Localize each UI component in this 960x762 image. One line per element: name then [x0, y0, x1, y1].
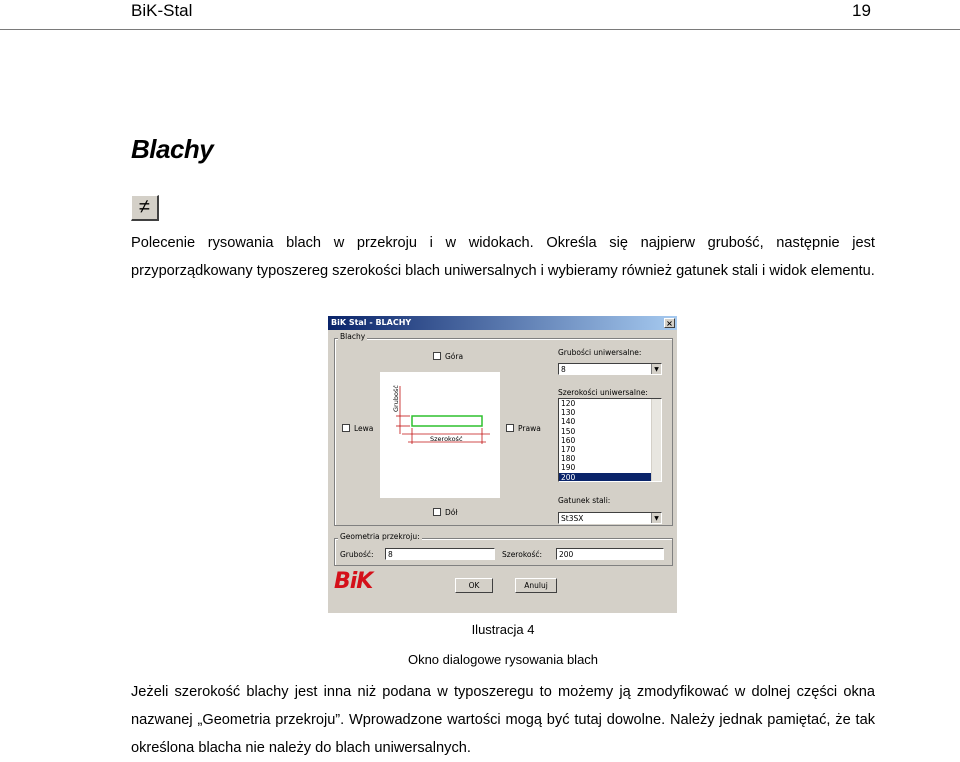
check-prawa[interactable] [506, 424, 514, 432]
szerokosc-input[interactable]: 200 [556, 548, 664, 560]
listbox-item[interactable]: 160 [561, 435, 576, 445]
check-lewa[interactable] [342, 424, 350, 432]
plate-preview [380, 372, 500, 498]
close-button[interactable]: × [664, 318, 675, 328]
dialog-title: BiK Stal - BLACHY [331, 318, 412, 327]
grubosci-dropdown[interactable] [558, 363, 662, 375]
szerokosci-label: Szerokości uniwersalne: [558, 388, 648, 397]
body-paragraph: Jeżeli szerokość blachy jest inna niż podana w typoszeregu to możemy ją zmodyfikować w dolnej części okna nazwanej „Geometria przekroju”. Wprowadzone wartości mogą być tutaj dowolne. Należy jednak pamiętać, że tak określona blacha nie należy do blach uniwersalnych. [131, 684, 875, 756]
grubosci-value: 8 [561, 365, 566, 374]
dialog-titlebar [328, 316, 677, 330]
ok-button[interactable]: OK [455, 578, 493, 593]
check-gora[interactable] [433, 352, 441, 360]
cancel-button[interactable]: Anuluj [515, 578, 557, 593]
listbox-item[interactable]: 130 [561, 408, 576, 418]
preview-grubosc-label: Grubość [392, 385, 400, 412]
grubosci-label: Grubości uniwersalne: [558, 348, 642, 357]
preview-szerokosc-label: Szerokość [430, 435, 463, 443]
intro-paragraph: Polecenie rysowania blach w przekroju i w widokach. Określa się najpierw grubość, następnie jest przyporządkowany typoszereg szerokości blach uniwersalnych i wybieramy również gatunek stali i widok elementu. [131, 235, 875, 279]
listbox-item[interactable]: 180 [561, 454, 576, 464]
caption-text: Okno dialogowe rysowania blach [407, 652, 599, 667]
listbox-item[interactable]: 200 [559, 473, 651, 482]
grubosc-input[interactable]: 8 [385, 548, 495, 560]
group-blachy-label: Blachy [340, 332, 366, 341]
plate-preview-drawing [380, 372, 500, 498]
not-equal-icon: ≠ [139, 196, 150, 218]
grubosc-label: Grubość: [340, 550, 374, 559]
dialog-window [328, 316, 677, 613]
check-dol-label: Dół [445, 508, 458, 517]
check-dol[interactable] [433, 508, 441, 516]
check-lewa-label: Lewa [354, 424, 374, 433]
toolbar-button[interactable] [131, 195, 159, 221]
listbox-item[interactable]: 120 [561, 399, 576, 408]
listbox-item[interactable]: 170 [561, 444, 576, 454]
szerokosc-label: Szerokość: [502, 550, 543, 559]
gatunek-label: Gatunek stali: [558, 496, 611, 505]
bik-logo: BiK [334, 569, 373, 594]
dropdown-arrow-icon: ▼ [651, 364, 661, 374]
dropdown-arrow-icon: ▼ [651, 513, 661, 523]
header-rule [0, 29, 960, 30]
listbox-item[interactable]: 190 [561, 463, 576, 473]
listbox-scrollbar[interactable] [651, 399, 661, 481]
listbox-item[interactable]: 140 [561, 417, 576, 427]
group-geometria-label: Geometria przekroju: [340, 532, 420, 541]
caption-label: Ilustracja 4 [471, 622, 535, 637]
gatunek-value: St3SX [561, 514, 584, 523]
check-prawa-label: Prawa [518, 424, 541, 433]
plate-outline [412, 416, 482, 426]
section-title: Blachy [131, 134, 214, 164]
check-gora-label: Góra [445, 352, 464, 361]
szerokosci-listbox[interactable] [558, 398, 662, 482]
listbox-item[interactable]: 150 [561, 426, 576, 436]
page-header-left: BiK-Stal [131, 1, 193, 20]
gatunek-dropdown[interactable] [558, 512, 662, 524]
page-number: 19 [852, 1, 871, 20]
